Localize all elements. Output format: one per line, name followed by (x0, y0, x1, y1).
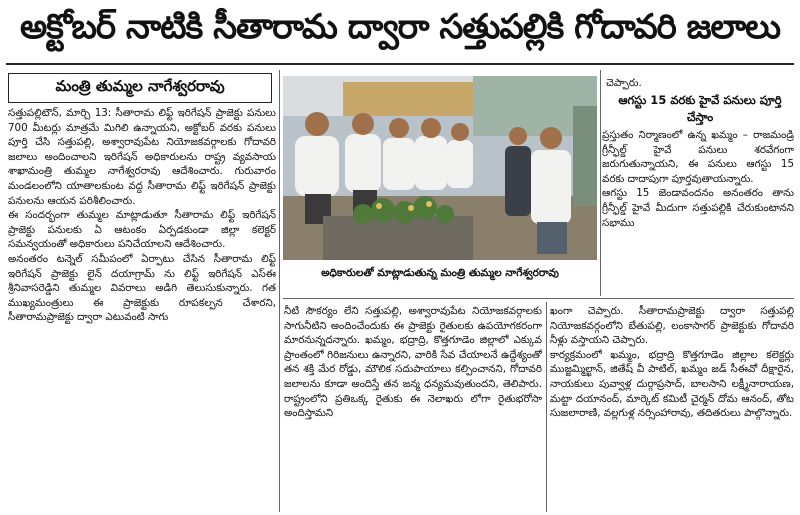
column-divider (279, 70, 280, 512)
paragraph: ఈ సందర్భంగా తుమ్మల మాట్లాడుతూ సీతారామ లిఫ్ట్ ఇరిగేషన్ ప్రాజెక్టు పనులకు ఏ ఆటంకం ఏర్పడకుండా జిల్లా కలెక్టర్ సమన్వయంతో అధికారులు పనిచేయాలని ఆదేశించారు. (8, 209, 276, 251)
column-right-top: చెప్పారు. (606, 77, 642, 89)
paragraph: అనంతరం టన్నెల్ సమీపంలో ఏర్పాటు చేసిన సీతారామ లిఫ్ట్ ఇరిగేషన్ ప్రాజెక్టు లైన్ దయాగ్రామ్ ను లిఫ్ట్ ఇరిగేషన్ ఎస్ఈ శ్రీనివాసరెడ్డిని తుమ్మల వివరాలు అడిగి తెలుసుకున్నారు. గత ముఖ్యమంత్రులు ఈ ప్రాజెక్టుకు రూపకల్పన చేశారని, సీతారామప్రాజెక్టు ద్వారా ఎటువంటి సాగు (8, 252, 276, 324)
subheading: ఆగస్టు 15 వరకు హైవే పనులు పూర్తి చేస్తాం (618, 93, 782, 124)
news-photo-illustration (283, 76, 597, 260)
paragraph: ఆగస్టు 15 జెండావందనం అనంతరం తాను గ్రీన్ఫీల్డ్ హైవే మీదుగా సత్తుపల్లికి చేరుకుంటానని సభాము (602, 187, 794, 229)
paragraph: కార్యక్రమంలో ఖమ్మం, భద్రాద్రి కొత్తగూడెం జిల్లాల కలెక్టర్లు ముజ్జమ్మిల్ఖాన్, జితేష్ వీ పాటిల్, ఖమ్మం జడ్ సీఈవో దీక్షారైన, నాయకులు పువ్వాళ్ల దుర్గాప్రసాద్, బాలసాని లక్ష్మీనారాయణ, మట్టా దయానంద్, మార్కెట్ కమిటీ చైర్మన్ దోమ ఆనంద్, తోట సుజలారాణి, వల్లగుళ్ల నర్సింహారావు, తదితరులు పాల్గొన్నారు. (550, 348, 794, 420)
column-3 (550, 304, 794, 512)
column-right (602, 128, 794, 296)
headline-rule (6, 63, 794, 65)
paragraph: ఖంగా చెప్పారు. సీతారామప్రాజెక్టు ద్వారా సత్తుపల్లి నియోజకవర్గంలోని బేతుపల్లి, లంకాసాగర్ ప్రాజెక్టుకు గోదావరి నీళ్లు వస్తాయని చెప్పారు. (550, 305, 794, 347)
column-1 (8, 106, 276, 512)
news-photo (283, 76, 597, 260)
headline: అక్టోబర్ నాటికి సీతారామ ద్వారా సత్తుపల్లికి గోదావరి జలాలు (19, 7, 780, 47)
section-divider (283, 298, 794, 299)
paragraph: నీటి సౌకర్యం లేని సత్తుపల్లి, అశ్వారావుపేట నియోజకవర్గాలకు సాగునీటిని అందించేందుకు ఈ ప్రాజెక్టు రైతులకు ఉపయోగకరంగా మారనున్నదన్నారు. ఖమ్మం, భద్రాద్రి, కొత్తగూడెం జిల్లాలో ఎక్కువ ప్రాంతంలో గిరిజనులు ఉన్నారని, వారికి సేవ చేయాలనే ఉద్దేశ్యంతో తన శక్తి మేర రోడ్డు, మౌలిక సదుపాయాలు కల్పించానని, గోదావరి జలాలను కూడా అందిస్తే తన జన్మ ధన్యమవుతుందని, తెలిపారు. రాష్ట్రంలోని ప్రతిఒక్క రైతుకు ఈ నెలాఖరు లోగా రైతుభరోసా అందిస్తామని (284, 305, 542, 420)
photo-caption: అధికారులతో మాట్లాడుతున్న మంత్రి తుమ్మల నాగేశ్వరరావు (321, 266, 559, 279)
column-divider (546, 302, 547, 512)
paragraph: ప్రస్తుతం నిర్మాణంలో ఉన్న ఖమ్మం – రాజమండ్రి గ్రీన్ఫీల్డ్ హైవే పనులు శరవేగంగా జరుగుతున్నాయని, ఈ పనులు ఆగస్టు 15 వరకు దాదాపుగా పూర్తవుతాయన్నారు. (602, 129, 794, 185)
paragraph: సత్తుపల్లిటౌన్, మార్చి 13: సీతారామ లిఫ్ట్ ఇరిగేషన్ ప్రాజెక్టు పనులు 700 మీటర్లు మాత్రమే మిగిలి ఉన్నాయని, అక్టోబర్ వరకు పనులు పూర్తి చేసి సత్తుపల్లి, అశ్వారావుపేట నియోజకవర్గాలకు గోదావరి జలాలు అందించాలని ఇరిగేషన్ అధికారులను రాష్ట్ర వ్యవసాయ శాఖామంత్రి తుమ్మల నాగేశ్వరరావు ఆదేశించారు. గురువారం మండలంలోని యాతాలకుంట వద్ద సీతారామ లిఫ్ట్ ఇరిగేషన్ ప్రాజెక్టు పనులను ఆయన పరిశీలించారు. (8, 107, 276, 207)
byline: మంత్రి తుమ్మల నాగేశ్వరరావు (8, 73, 272, 103)
column-2 (284, 304, 542, 512)
column-divider (600, 70, 601, 296)
